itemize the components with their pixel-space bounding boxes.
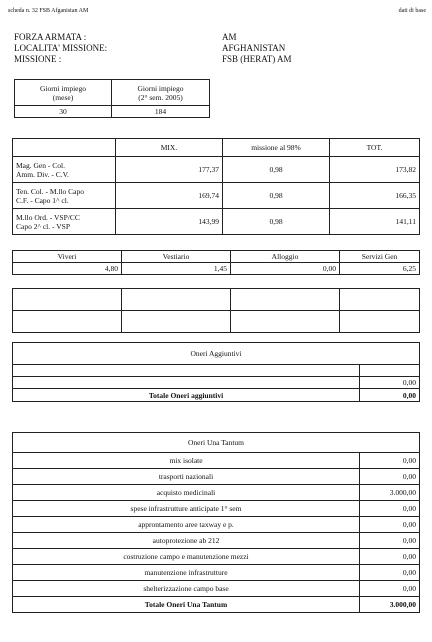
forza-armata-value: AM [222,32,237,42]
mix-header-tot: TOT. [330,139,420,157]
viveri-table [12,250,420,275]
total-row [13,597,420,613]
tot-value: 166,35 [330,183,420,209]
viveri-header: Viveri [13,251,122,263]
table-row: costruzione campo e manutenzione mezzi 0,00 [13,549,420,565]
mix-value: 169,74 [116,183,223,209]
blank-cell [13,289,122,311]
blank-cell [231,289,340,311]
oneri-una-tantum-table [12,432,420,613]
table-row: spese infrastrutture anticipate 1° sem 0,00 [13,501,420,517]
mix-header-empty [13,139,116,157]
document-header: scheda n. 32 FSB Afganistan AM [8,8,89,14]
forza-armata-label: FORZA ARMATA : [14,32,87,42]
table-row [13,157,420,183]
oneri-aggiuntivi-title: Oneri Aggiuntivi [13,343,420,365]
mix-value: 143,99 [116,209,223,235]
giorni-header-semester: Giorni impiego (2° sem. 2005) [112,80,210,106]
rank-label: M.llo Ord. - VSP/CC Capo 2^ cl. - VSP [13,209,116,235]
alloggio-header: Alloggio [231,251,340,263]
blank-cell [13,311,122,333]
total-value: 0,00 [360,389,420,402]
localita-label: LOCALITA' MISSIONE: [14,43,108,53]
table-row: approntamento aree taxway e p. 0,00 [13,517,420,533]
table-row: acquisto medicinali 3.000,00 [13,485,420,501]
giorni-value-semester: 184 [112,106,210,118]
rank-label: Mag. Gen - Col. Amm. Div. - C.V. [13,157,116,183]
missione-value: FSB (HERAT) AM [222,54,292,64]
giorni-header-month: Giorni impiego (mese) [15,80,112,106]
row-value: 0,00 [360,377,420,389]
table-row: mix isolate 0,00 [13,453,420,469]
blank-cell [122,289,231,311]
missione-value: 0,98 [223,157,330,183]
giorni-table [14,79,210,118]
blank-cell [231,311,340,333]
table-row [13,183,420,209]
mix-header-mix: MIX. [116,139,223,157]
alloggio-value: 0,00 [231,263,340,275]
vestiario-header: Vestiario [122,251,231,263]
oneri-una-tantum-title: Oneri Una Tantum [13,433,420,453]
blank-cell [340,289,420,311]
giorni-value-month: 30 [15,106,112,118]
oneri-aggiuntivi-table [12,342,420,402]
blank-table [12,288,420,333]
mix-header-missione: missione al 98% [223,139,330,157]
table-row: shelterizzazione campo base 0,00 [13,581,420,597]
table-row: manutenzione infrastrutture 0,00 [13,565,420,581]
table-row: trasporti nazionali 0,00 [13,469,420,485]
total-value: 3.000,00 [360,597,420,613]
tot-value: 141,11 [330,209,420,235]
table-row: autoprotezione ab 212 0,00 [13,533,420,549]
missione-value: 0,98 [223,209,330,235]
mix-table [12,138,420,235]
vestiario-value: 1,45 [122,263,231,275]
total-label: Totale Oneri Una Tantum [13,597,360,613]
rank-label: Ten. Col. - M.llo Capo C.F. - Capo 1^ cl. [13,183,116,209]
table-row [13,377,420,389]
tot-value: 173,82 [330,157,420,183]
blank-cell [340,311,420,333]
row-label [13,377,360,389]
servizi-value: 6,25 [340,263,420,275]
missione-value: 0,98 [223,183,330,209]
document-header-right: dati di base [398,8,426,14]
servizi-header: Servizi Gen [340,251,420,263]
total-row [13,389,420,402]
row-label [13,365,360,377]
row-value [360,365,420,377]
blank-cell [122,311,231,333]
missione-label: MISSIONE : [14,54,62,64]
mix-value: 177,37 [116,157,223,183]
localita-value: AFGHANISTAN [222,43,286,53]
table-row [13,365,420,377]
table-row [13,209,420,235]
total-label: Totale Oneri aggiuntivi [13,389,360,402]
viveri-value: 4,80 [13,263,122,275]
